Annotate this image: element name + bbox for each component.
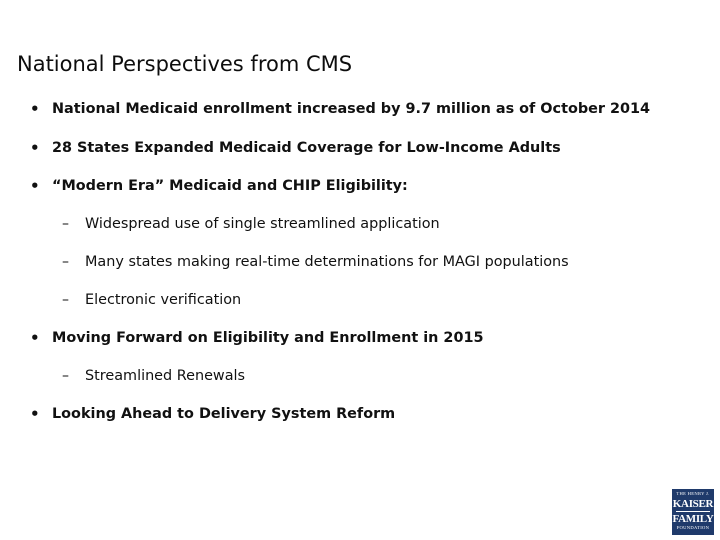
sub-bullet-text: Streamlined Renewals — [85, 368, 246, 384]
bullet-item — [30, 175, 408, 197]
bullet-item — [30, 137, 561, 159]
sub-bullet-item — [62, 213, 440, 235]
logo-bottom-text: FOUNDATION — [676, 524, 710, 530]
dash-marker: – — [62, 292, 69, 308]
bullet-text: “Modern Era” Medicaid and CHIP Eligibility: — [52, 178, 408, 194]
bullet-text: National Medicaid enrollment increased by 9.7 million as of October 2014 — [52, 101, 651, 117]
sub-bullet-item — [62, 251, 569, 273]
slide-title: National Perspectives from CMS — [17, 52, 353, 76]
bullet-marker: • — [30, 177, 40, 195]
bullet-text: 28 States Expanded Medicaid Coverage for Low-Income Adults — [52, 140, 561, 156]
logo-family-text: FAMILY — [672, 512, 714, 525]
sub-bullet-item — [62, 289, 241, 311]
sub-bullet-item — [62, 365, 245, 387]
bullet-item — [30, 403, 395, 425]
bullet-marker: • — [30, 139, 40, 157]
bullet-marker: • — [30, 405, 40, 423]
dash-marker: – — [62, 254, 69, 270]
bullet-item — [30, 327, 483, 349]
sub-bullet-text: Electronic verification — [85, 292, 242, 308]
dash-marker: – — [62, 368, 69, 384]
logo-top-text: THE HENRY J. — [676, 491, 710, 496]
bullet-text: Looking Ahead to Delivery System Reform — [52, 406, 396, 422]
kaiser-family-foundation-logo — [672, 489, 714, 535]
logo-kaiser-text: KAISER — [672, 497, 714, 510]
logo-divider — [676, 511, 710, 512]
bullet-marker: • — [30, 100, 40, 118]
sub-bullet-text: Widespread use of single streamlined application — [85, 216, 440, 232]
dash-marker: – — [62, 216, 69, 232]
bullet-marker: • — [30, 329, 40, 347]
sub-bullet-text: Many states making real-time determinations for MAGI populations — [85, 254, 569, 270]
bullet-text: Moving Forward on Eligibility and Enrollment in 2015 — [52, 330, 484, 346]
bullet-item — [30, 98, 650, 120]
